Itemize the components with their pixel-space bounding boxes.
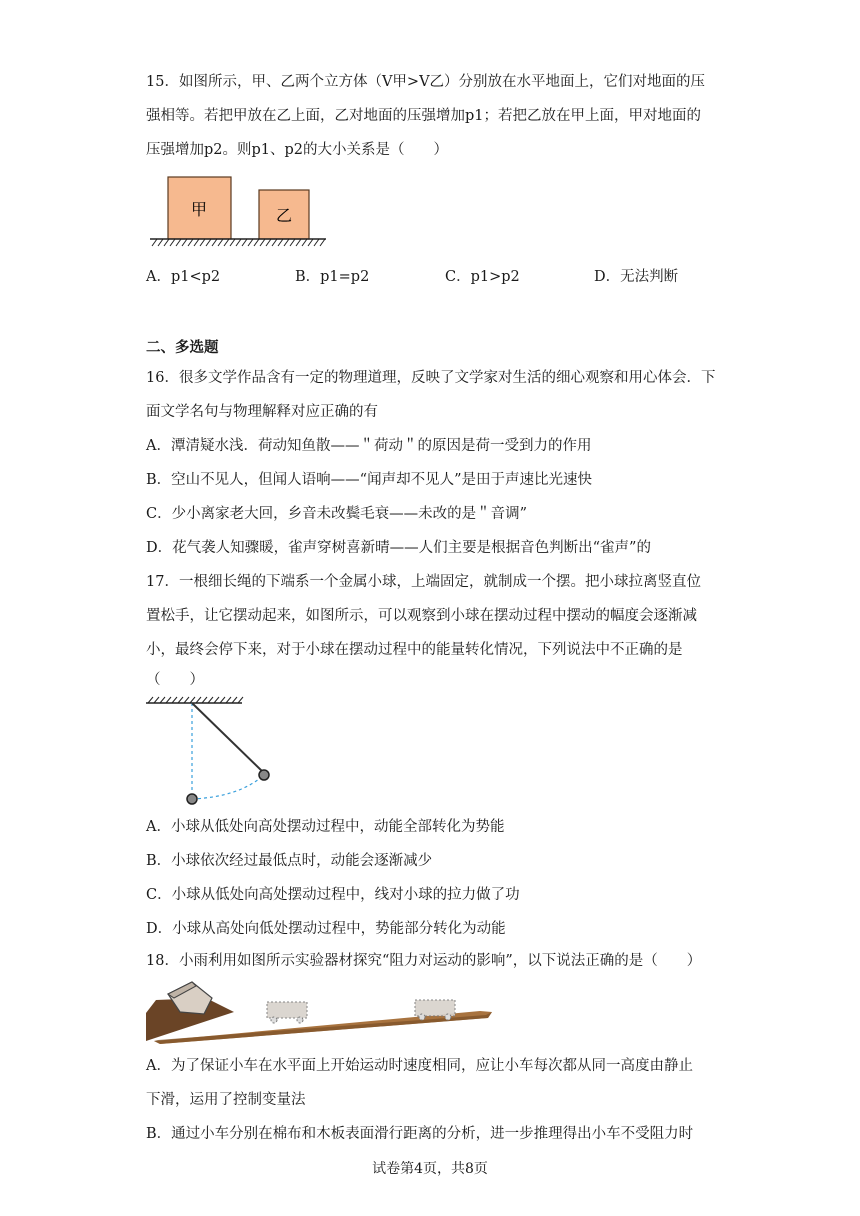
- swing-arc-dashed: [192, 775, 264, 799]
- q16-option-b[interactable]: B．空山不见人，但闻人语响——“闻声却不见人”是田于声速比光速快: [146, 472, 592, 488]
- q15-figure-cubes: [148, 170, 330, 250]
- q16-line-1: 16．很多文学作品含有一定的物理道理，反映了文学家对生活的细心观察和用心体会．下: [146, 370, 716, 386]
- q18-option-b[interactable]: B．通过小车分别在棉布和木板表面滑行距离的分析，进一步推理得出小车不受阻力时: [146, 1126, 694, 1142]
- q15-option-b[interactable]: B．p1=p2: [295, 269, 370, 285]
- pendulum-ball-lowest: [187, 794, 197, 804]
- q15-option-d[interactable]: D．无法判断: [594, 269, 679, 285]
- q17-line-2: 置松手，让它摆动起来，如图所示，可以观察到小球在摆动过程中摆动的幅度会逐渐减: [146, 608, 697, 624]
- cart-position-1: [267, 1002, 307, 1023]
- page-footer: 试卷第4页，共8页: [372, 1161, 488, 1177]
- pendulum-ball: [259, 770, 269, 780]
- pendulum-string: [192, 703, 264, 773]
- q15-option-c[interactable]: C．p1>p2: [445, 269, 520, 285]
- ceiling-hatching: [148, 697, 243, 703]
- q17-option-d[interactable]: D．小球从高处向低处摆动过程中，势能部分转化为动能: [146, 921, 506, 937]
- q16-option-d[interactable]: D．花气袭人知骤暖，雀声穿树喜新晴——人们主要是根据音色判断出“雀声”的: [146, 540, 651, 556]
- q17-figure-pendulum: [144, 695, 284, 810]
- q17-line-4: （ ）: [146, 672, 204, 688]
- block-jia-label: 甲: [190, 200, 208, 219]
- q17-option-c[interactable]: C．小球从低处向高处摆动过程中，线对小球的拉力做了功: [146, 887, 520, 903]
- q18-option-a[interactable]: A．为了保证小车在水平面上开始运动时速度相同，应让小车每次都从同一高度由静止: [146, 1058, 693, 1074]
- q17-option-b[interactable]: B．小球依次经过最低点时，动能会逐渐减少: [146, 853, 433, 869]
- q18-line-1: 18．小雨利用如图所示实验器材探究“阻力对运动的影响”，以下说法正确的是（ ）: [146, 953, 702, 969]
- block-yi-label: 乙: [275, 206, 293, 225]
- q15-line-3: 压强增加p2。则p1、p2的大小关系是（ ）: [146, 142, 449, 158]
- q17-line-3: 小，最终会停下来，对于小球在摆动过程中的能量转化情况，下列说法中不正确的是: [146, 642, 683, 658]
- q18-option-a-continued: 下滑，运用了控制变量法: [146, 1092, 306, 1108]
- q16-option-a[interactable]: A．潭清疑水浅．荷动知鱼散——＂荷动＂的原因是荷一受到力的作用: [146, 438, 592, 454]
- q17-option-a[interactable]: A．小球从低处向高处摆动过程中，动能全部转化为势能: [146, 819, 505, 835]
- q15-line-1: 15．如图所示，甲、乙两个立方体（V甲>V乙）分别放在水平地面上，它们对地面的压: [146, 74, 706, 90]
- q15-line-2: 强相等。若把甲放在乙上面，乙对地面的压强增加p1；若把乙放在甲上面，甲对地面的: [146, 108, 702, 124]
- section-heading-multiple-choice: 二、多选题: [146, 340, 219, 356]
- q16-line-2: 面文学名句与物理解释对应正确的有: [146, 404, 378, 420]
- q16-option-c[interactable]: C．少小离家老大回，乡音未改鬓毛衰——未改的是＂音调”: [146, 506, 528, 522]
- q17-line-1: 17．一根细长绳的下端系一个金属小球，上端固定，就制成一个摆。把小球拉离竖直位: [146, 574, 701, 590]
- ground-hatching: [152, 239, 325, 246]
- q18-figure-ramp-cart: [146, 978, 492, 1044]
- q15-option-a[interactable]: A．p1<p2: [146, 269, 221, 285]
